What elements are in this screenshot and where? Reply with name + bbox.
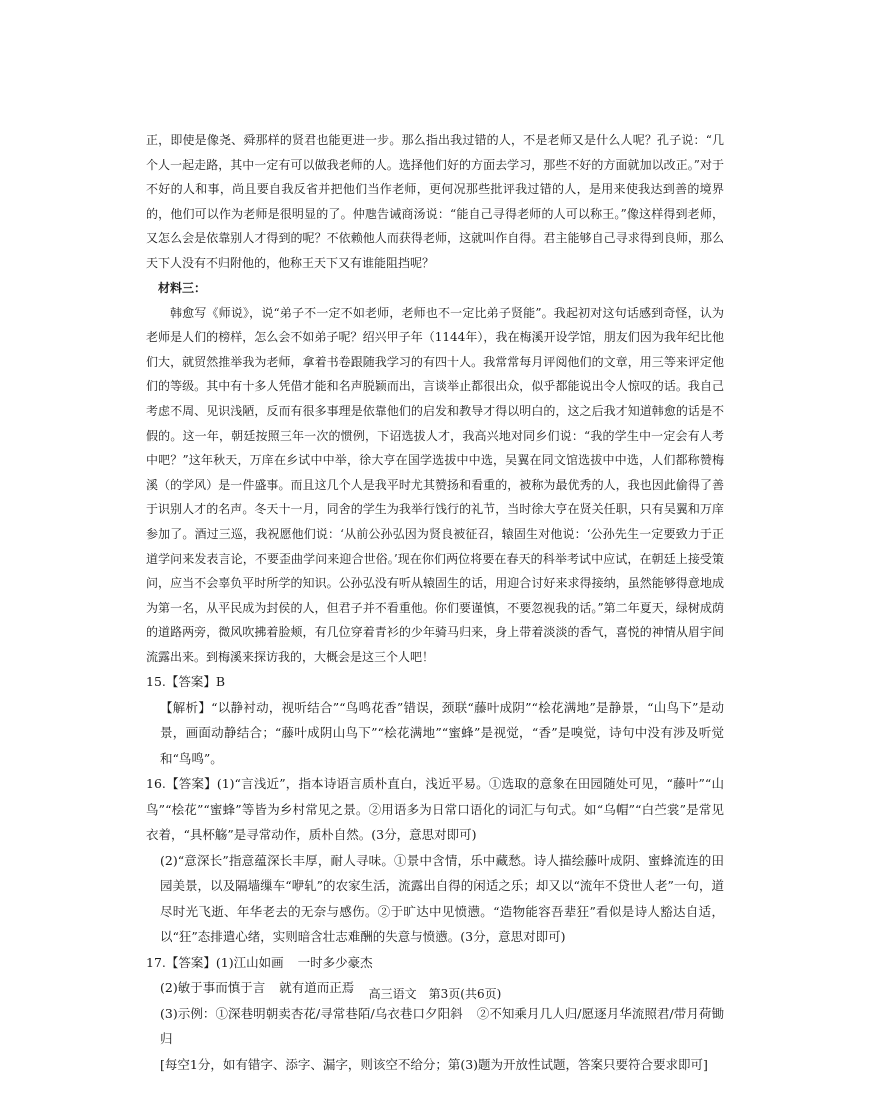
q17-answer-1b: 一时多少豪杰 [297, 954, 373, 970]
material2-tail: 正，即使是像尧、舜那样的贤君也能更进一步。那么指出我过错的人，不是老师又是什么人呢？孔子说：“几个人一起走路，其中一定有可以做我老师的人。选择他们好的方面去学习，那些不好的方面就加以改正。”对于不好的人和事，尚且要自我反省并把他们当作老师，更何况那些批评我过错的人，是用来使我达到善的境界的，他们可以作为老师是很明显的了。仲虺告诫商汤说：“能自己寻得老师的人可以称王。”像这样得到老师，又怎么会是依靠别人才得到的呢？不依赖他人而获得老师，这就叫作自得。君主能够自己寻求得到良师，那么天下人没有不归附他的，他称王天下又有谁能阻挡呢？ [146, 133, 724, 270]
q17-answer-3b: ②不知乘月几人归/愿逐月华流照君/带月荷锄归 [160, 1005, 724, 1047]
q15-answer: 15.【答案】B [146, 674, 226, 690]
q17-answer-2b: 就有道而正焉 [279, 980, 355, 996]
material3-text: 韩愈写《师说》，说“弟子不一定不如老师，老师也不一定比弟子贤能”。我起初对这句话感到奇怪，认为老师是人们的榜样，怎么会不如弟子呢？绍兴甲子年（1144年），我在梅溪开设学馆，朋友们因为我年纪比他们大，就贸然推举我为老师，拿着书卷跟随我学习的有四十人。我常常每月评阅他们的文章，用三等来评定他们的等级。其中有十多人凭借才能和名声脱颖而出，言谈举止都很出众，似乎都能说出令人惊叹的话。我自己考虑不周、见识浅陋，反而有很多事理是依靠他们的启发和教导才得以明白的，这之后我才知道韩愈的话是不假的。这一年，朝廷按照三年一次的惯例，下诏选拔人才，我高兴地对同乡们说：“我的学生中一定会有人考中吧？”这年秋天，万庠在乡试中中举，徐大亨在国学选拔中中选，吴翼在同文馆选拔中中选，人们都称赞梅溪（的学风）是一件盛事。而且这几个人是我平时尤其赞扬和看重的，被称为最优秀的人，我也因此偷得了善于识别人才的名声。冬天十一月，同舍的学生为我举行饯行的礼节，当时徐大亨在贤关任职，只有吴翼和万庠参加了。酒过三巡，我祝愿他们说：‘从前公孙弘因为贤良被征召，辕固生对他说：‘公孙先生一定要致力于正道学问来发表言论，不要歪曲学问来迎合世俗。’现在你们两位将要在春天的科举考试中应试，在朝廷上接受策问，应当不会辜负平时所学的知识。公孙弘没有听从辕固生的话，用迎合讨好来求得接纳，虽然能够得意地成为第一名，从平民成为封侯的人，但君子并不看重他。你们要谨慎，不要忽视我的话。”第二年夏天，绿树成荫的道路两旁，微风吹拂着脸颊，有几位穿着青衫的少年骑马归来，身上带着淡淡的香气，喜悦的神情从眉宇间流露出来。到梅溪来探访我的，大概会是这三个人吧！ [146, 305, 724, 664]
answer-content [146, 128, 724, 1077]
q17-answer-2a: (2)敏于事而慎于言 [160, 980, 266, 996]
q17-answer-3a: (3)示例：①深巷明朝卖杏花/寻常巷陌/乌衣巷口夕阳斜 [160, 1005, 463, 1021]
q17-scoring-note: [每空1分，如有错字、添字、漏字，则该空不给分；第(3)题为开放性试题，答案只要符合要求即可] [160, 1056, 708, 1072]
q17-answer-line3 [160, 1001, 724, 1052]
material3-heading: 材料三： [158, 280, 207, 295]
page-footer: 高三语文 第3页(共6页) [368, 987, 502, 1001]
q16-answer-part1: 16.【答案】(1)“言浅近”，指本诗语言质朴直白，浅近平易。①选取的意象在田园随处可见，“藤叶”“山鸟”“桧花”“蜜蜂”等皆为乡村常见之景。②用语多为日常口语化的词汇与句式。如“乌帽”“白苎裳”是常见衣着，“具杯觞”是寻常动作，质朴自然。(3分，意思对即可) [146, 776, 724, 843]
q15-analysis: 【解析】“以静衬动，视听结合”“鸟鸣花香”错误，颈联“藤叶成阴”“桧花满地”是静景，“山鸟下”是动景，画面动静结合；“藤叶成阴山鸟下”“桧花满地”“蜜蜂”是视觉，“香”是嗅觉，诗句中没有涉及听觉和“鸟鸣”。 [160, 699, 724, 766]
q17-answer-1a: 17.【答案】(1)江山如画 [146, 954, 284, 970]
q17-answer-line1 [146, 950, 724, 976]
q16-answer-part2: (2)“意深长”指意蕴深长丰厚，耐人寻味。①景中含情，乐中藏愁。诗人描绘藤叶成阴、蜜蜂流连的田园美景，以及隔墙缫车“咿轧”的农家生活，流露出自得的闲适之乐；却又以“流年不贷世人老”一句，道尽时光飞逝、年华老去的无奈与感伤。②于旷达中见愤懑。“造物能容吾辈狂”看似是诗人豁达自适，以“狂”态排遣心绪，实则暗含壮志难酬的失意与愤懑。(3分，意思对即可) [160, 852, 724, 945]
